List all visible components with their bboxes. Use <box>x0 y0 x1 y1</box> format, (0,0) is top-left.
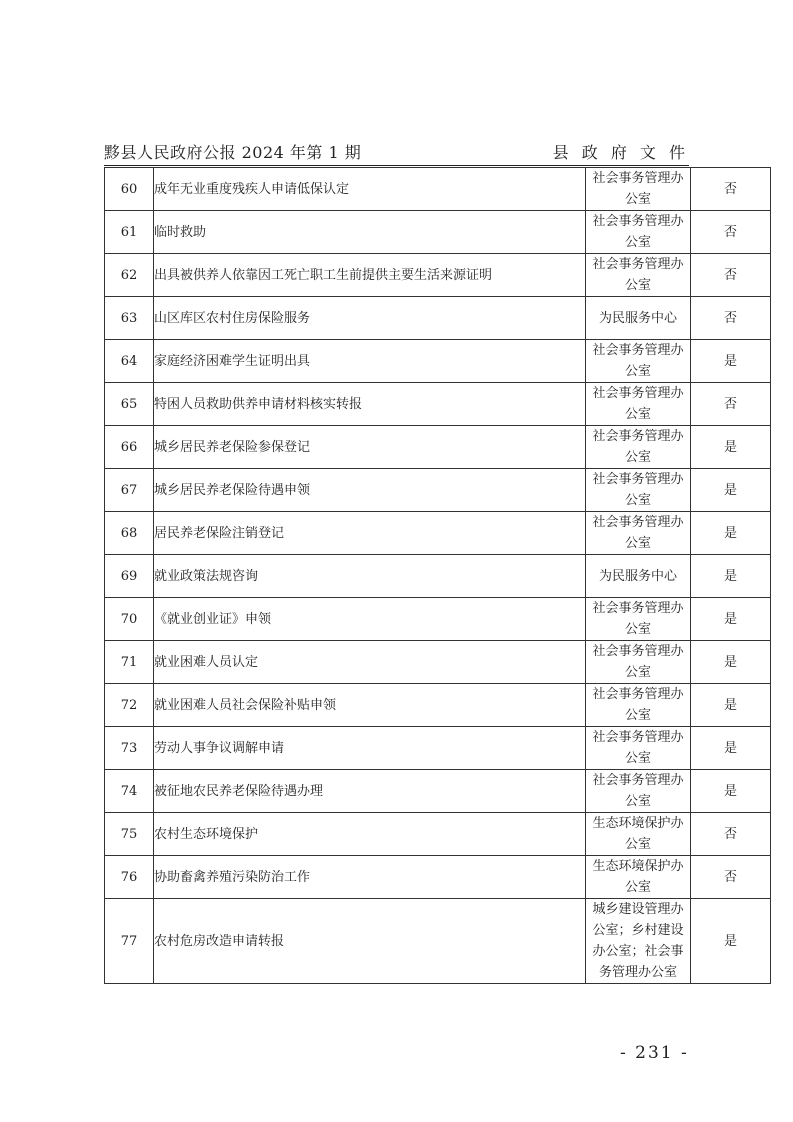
item-flag: 否 <box>691 254 771 297</box>
item-number: 64 <box>105 340 154 383</box>
item-number: 61 <box>105 211 154 254</box>
table-row <box>105 641 771 684</box>
table-row <box>105 211 771 254</box>
item-department-text: 社会事务管理办公室 <box>592 257 684 293</box>
item-department-text: 社会事务管理办公室 <box>592 386 684 422</box>
item-flag: 是 <box>691 512 771 555</box>
item-flag: 是 <box>691 426 771 469</box>
item-name: 农村危房改造申请转报 <box>154 899 586 984</box>
table-row <box>105 512 771 555</box>
item-department-text: 社会事务管理办公室 <box>592 472 684 508</box>
item-number: 76 <box>105 856 154 899</box>
item-number: 77 <box>105 899 154 984</box>
item-department <box>586 383 691 426</box>
item-name: 《就业创业证》申领 <box>154 598 586 641</box>
item-flag: 是 <box>691 641 771 684</box>
service-items-table <box>104 167 771 984</box>
item-department <box>586 641 691 684</box>
item-name: 居民养老保险注销登记 <box>154 512 586 555</box>
item-number: 62 <box>105 254 154 297</box>
item-name: 城乡居民养老保险待遇申领 <box>154 469 586 512</box>
table-row <box>105 469 771 512</box>
item-flag: 否 <box>691 211 771 254</box>
table-row <box>105 340 771 383</box>
item-flag: 是 <box>691 727 771 770</box>
item-flag: 否 <box>691 383 771 426</box>
bulletin-title: 黟县人民政府公报 2024 年第 1 期 <box>104 143 362 162</box>
item-flag: 否 <box>691 297 771 340</box>
item-number: 63 <box>105 297 154 340</box>
item-flag: 是 <box>691 899 771 984</box>
item-department <box>586 555 691 598</box>
item-department-text: 社会事务管理办公室 <box>592 644 684 680</box>
item-number: 70 <box>105 598 154 641</box>
item-department-text: 社会事务管理办公室 <box>592 773 684 809</box>
item-department <box>586 598 691 641</box>
item-flag: 否 <box>691 856 771 899</box>
table-row <box>105 555 771 598</box>
table-row <box>105 684 771 727</box>
item-department-text: 社会事务管理办公室 <box>592 515 684 551</box>
table-row <box>105 168 771 211</box>
table-row <box>105 856 771 899</box>
item-department-text: 社会事务管理办公室 <box>592 171 684 207</box>
item-number: 68 <box>105 512 154 555</box>
item-number: 72 <box>105 684 154 727</box>
item-name: 农村生态环境保护 <box>154 813 586 856</box>
item-department <box>586 168 691 211</box>
item-department <box>586 512 691 555</box>
item-department <box>586 770 691 813</box>
item-name: 成年无业重度残疾人申请低保认定 <box>154 168 586 211</box>
item-department <box>586 469 691 512</box>
item-name: 被征地农民养老保险待遇办理 <box>154 770 586 813</box>
page-header <box>104 140 689 164</box>
item-department-text: 社会事务管理办公室 <box>592 343 684 379</box>
item-number: 67 <box>105 469 154 512</box>
item-number: 66 <box>105 426 154 469</box>
item-department <box>586 426 691 469</box>
item-number: 73 <box>105 727 154 770</box>
item-department-text: 城乡建设管理办公室；乡村建设办公室；社会事务管理办公室 <box>592 902 684 980</box>
item-flag: 是 <box>691 555 771 598</box>
item-department <box>586 297 691 340</box>
item-department-text: 为民服务中心 <box>598 568 677 584</box>
item-number: 75 <box>105 813 154 856</box>
item-department-text: 生态环境保护办公室 <box>592 816 684 852</box>
item-name: 家庭经济困难学生证明出具 <box>154 340 586 383</box>
item-name: 城乡居民养老保险参保登记 <box>154 426 586 469</box>
table-row <box>105 383 771 426</box>
item-flag: 否 <box>691 168 771 211</box>
item-name: 就业政策法规咨询 <box>154 555 586 598</box>
item-flag: 是 <box>691 598 771 641</box>
item-name: 特困人员救助供养申请材料核实转报 <box>154 383 586 426</box>
section-title: 县 政 府 文 件 <box>552 143 689 162</box>
item-department-text: 社会事务管理办公室 <box>592 214 684 250</box>
item-number: 69 <box>105 555 154 598</box>
item-department <box>586 899 691 984</box>
table-row <box>105 899 771 984</box>
item-department-text: 社会事务管理办公室 <box>592 687 684 723</box>
item-department-text: 社会事务管理办公室 <box>592 730 684 766</box>
table-row <box>105 297 771 340</box>
table-row <box>105 426 771 469</box>
item-name: 临时救助 <box>154 211 586 254</box>
item-name: 协助畜禽养殖污染防治工作 <box>154 856 586 899</box>
item-flag: 是 <box>691 469 771 512</box>
item-department <box>586 340 691 383</box>
item-number: 74 <box>105 770 154 813</box>
item-name: 就业困难人员社会保险补贴申领 <box>154 684 586 727</box>
table-row <box>105 770 771 813</box>
item-department-text: 社会事务管理办公室 <box>592 429 684 465</box>
item-name: 劳动人事争议调解申请 <box>154 727 586 770</box>
item-name: 就业困难人员认定 <box>154 641 586 684</box>
item-number: 71 <box>105 641 154 684</box>
item-department <box>586 254 691 297</box>
item-name: 山区库区农村住房保险服务 <box>154 297 586 340</box>
item-department-text: 为民服务中心 <box>598 310 677 326</box>
item-department-text: 生态环境保护办公室 <box>592 859 684 895</box>
item-flag: 是 <box>691 684 771 727</box>
page-number: - 231 - <box>620 1043 689 1063</box>
table-row <box>105 598 771 641</box>
item-department <box>586 856 691 899</box>
item-department <box>586 211 691 254</box>
item-number: 60 <box>105 168 154 211</box>
header-rule <box>104 165 689 166</box>
item-department <box>586 684 691 727</box>
item-flag: 是 <box>691 770 771 813</box>
item-name: 出具被供养人依靠因工死亡职工生前提供主要生活来源证明 <box>154 254 586 297</box>
item-number: 65 <box>105 383 154 426</box>
item-department-text: 社会事务管理办公室 <box>592 601 684 637</box>
table-row <box>105 813 771 856</box>
table-row <box>105 727 771 770</box>
item-flag: 是 <box>691 340 771 383</box>
item-department <box>586 813 691 856</box>
item-department <box>586 727 691 770</box>
table-row <box>105 254 771 297</box>
item-flag: 否 <box>691 813 771 856</box>
